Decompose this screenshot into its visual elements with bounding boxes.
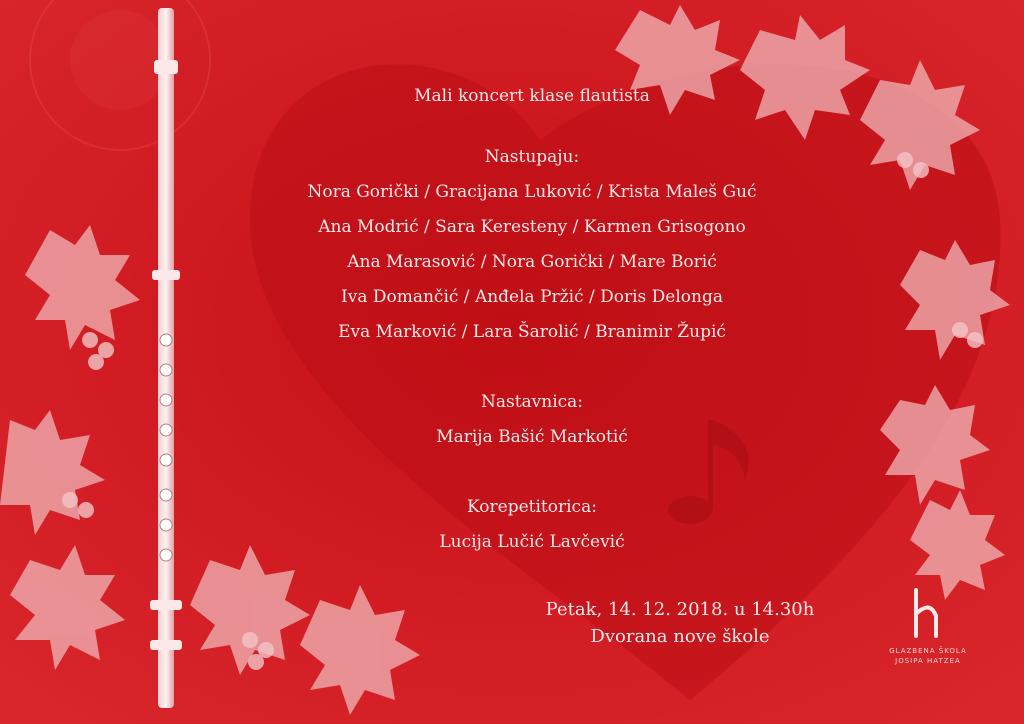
performer-line: Nora Gorički / Gracijana Luković / Krista Maleš Guć xyxy=(307,182,757,202)
event-venue: Dvorana nove škole xyxy=(590,626,770,647)
performers-block xyxy=(0,140,1024,350)
event-date-time: Petak, 14. 12. 2018. u 14.30h xyxy=(545,599,815,620)
performer-line: Ana Marasović / Nora Gorički / Mare Borić xyxy=(347,252,717,272)
teacher-name: Marija Bašić Markotić xyxy=(436,427,628,447)
teacher-block xyxy=(0,385,1024,455)
performer-line: Ana Modrić / Sara Keresteny / Karmen Grisogono xyxy=(318,217,746,237)
concert-title: Mali koncert klase flautista xyxy=(414,86,650,106)
school-logo-line1: GLAZBENA ŠKOLA xyxy=(889,647,967,655)
performers-label: Nastupaju: xyxy=(484,147,580,167)
teacher-label: Nastavnica: xyxy=(480,392,584,412)
accompanist-label: Korepetitorica: xyxy=(467,497,597,517)
event-info xyxy=(500,596,860,650)
school-logo-line2: JOSIPA HATZEA xyxy=(895,657,961,665)
school-logo xyxy=(878,588,978,688)
school-logo-h-icon xyxy=(908,588,948,640)
performer-line: Eva Marković / Lara Šarolić / Branimir Župić xyxy=(338,322,726,342)
performer-line: Iva Domančić / Anđela Pržić / Doris Delonga xyxy=(341,287,723,307)
accompanist-block xyxy=(0,490,1024,560)
school-logo-text xyxy=(878,646,978,666)
accompanist-name: Lucija Lučić Lavčević xyxy=(439,532,625,552)
